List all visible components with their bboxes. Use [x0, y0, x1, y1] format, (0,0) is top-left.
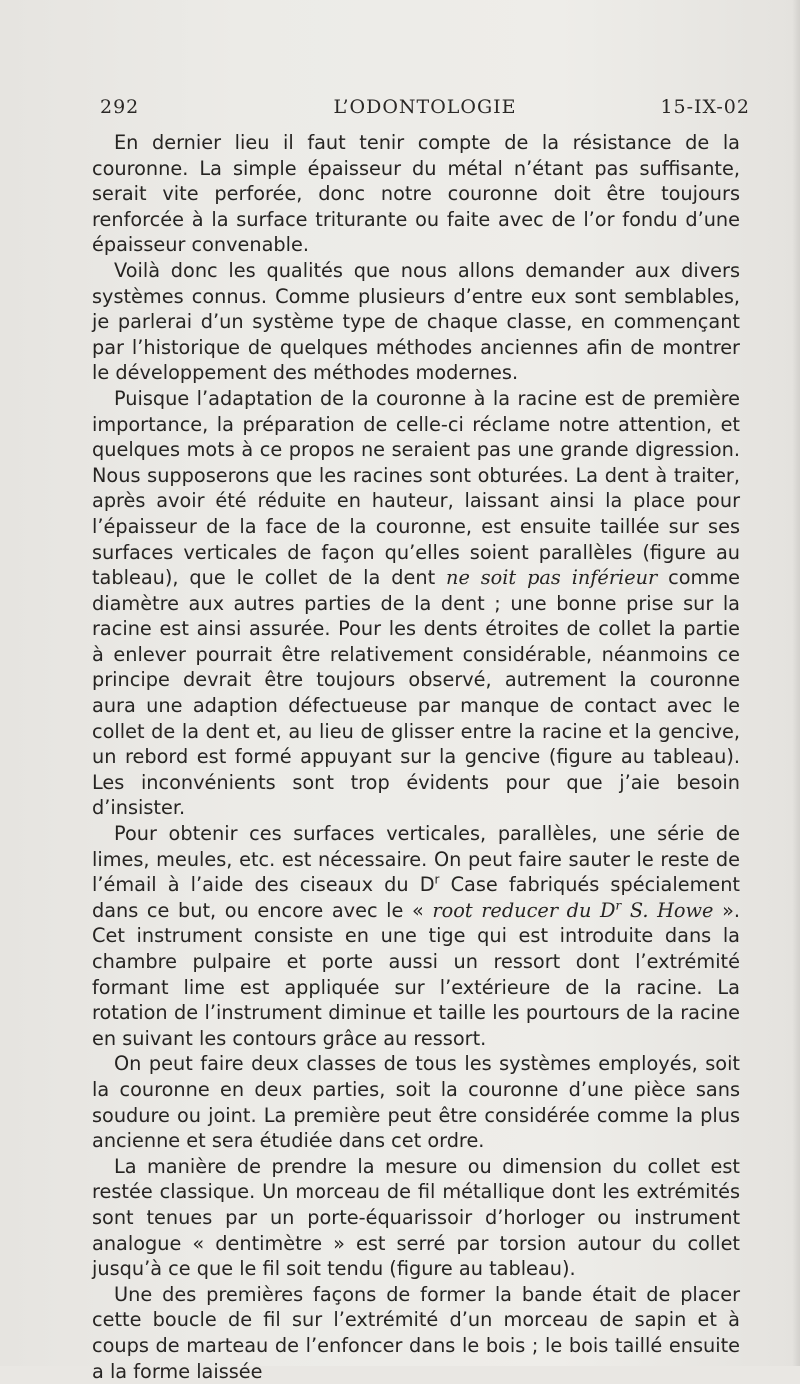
paragraph-text: Pour obtenir ces surfaces verticales, parallèles, une série de limes, meules, etc. est nécessaire. On peut faire sauter le reste de l’émail à l’aide des ciseaux du D [92, 822, 740, 897]
paragraph-measurement: La manière de prendre la mesure ou dimension du collet est restée classique. Un morceau de fil métallique dont les extrémités sont tenues par un porte-équarissoir d’horloger ou instrument analogue « dentimètre » est serré par torsion autour du collet jusqu’à ce que le fil soit tendu (figure au tableau). [92, 1154, 740, 1281]
paragraph-resistance: En dernier lieu il faut tenir compte de la résistance de la couronne. La simple épaisseur du métal n’étant pas suffisante, serait vite perforée, donc notre couronne doit être toujours renforcée à la surface triturante ou faite avec de l’or fondu d’une épaisseur convenable. [92, 131, 740, 257]
paragraph-text: Puisque l’adaptation de la couronne à la racine est de première importance, la préparation de celle-ci réclame notre attention, et quelques mots à ce propos ne seraient pas une grande digression. Nous supposerons que les racines sont obturées. La dent à traiter, après avoir été réduite en hauteur, laissant ainsi la place pour l’épaisseur de la face de la couronne, est ensuite taillée sur ses surfaces verticales de façon qu’elles soient parallèles (figure au tableau), que le collet de la dent [92, 386, 740, 590]
paragraph-band-forming: Une des premières façons de former la bande était de placer cette boucle de fil sur l’extrémité d’un morceau de sapin et à coups de marteau de l’enfoncer dans le bois ; le bois taillé ensuite a la forme laissée [92, 1282, 740, 1383]
paragraph-instruments [92, 821, 740, 1051]
paragraph-text: comme diamètre aux autres parties de la dent ; une bonne prise sur la racine est ainsi assurée. Pour les dents étroites de collet la partie à enlever pourrait être relativement considérable, néanmoins ce principe devrait être toujours observé, autrement la couronne aura une adaption défectueuse par manque de contact avec le collet de la dent et, au lieu de glisser entre la racine et la gencive, un rebord est formé appuyant sur la gencive (figure au tableau). Les inconvénients sont trop évidents pour que j’aie besoin d’insister. [92, 566, 740, 820]
page-number: 292 [100, 96, 140, 118]
paragraph-text: Case fabriqués spécialement dans ce but, ou encore avec le « [92, 873, 740, 922]
paragraph-qualities: Voilà donc les qualités que nous allons demander aux divers systèmes connus. Comme plusieurs d’entre eux sont semblables, je parlerai d’un système type de chaque classe, en commençant par l’historique de quelques méthodes anciennes afin de montrer le développement des méthodes modernes. [92, 258, 740, 385]
superscript: r [434, 872, 440, 887]
italic-instrument-author: S. Howe [621, 898, 714, 922]
issue-date: 15-IX-02 [660, 96, 750, 118]
paragraph-text: ». Cet instrument consiste en une tige qui est introduite dans la chambre pulpaire et porte aussi un ressort dont l’extrémité formant lime est appliquée sur l’extérieure de la racine. La rotation de l’instrument diminue et taille les pourtours de la racine en suivant les contours grâce au ressort. [92, 898, 740, 1050]
italic-emphasis: ne soit pas inférieur [446, 566, 658, 590]
superscript: r [615, 898, 622, 913]
paragraph-root-preparation [92, 386, 740, 821]
italic-instrument-name: root reducer du D [432, 898, 616, 922]
running-header [100, 96, 750, 124]
paragraph-classes: On peut faire deux classes de tous les systèmes employés, soit la couronne en deux parties, soit la couronne d’une pièce sans soudure ou joint. La première peut être considérée comme la plus ancienne et sera étudiée dans cet ordre. [92, 1052, 740, 1153]
running-title: L’ODONTOLOGIE [333, 96, 517, 118]
body-text [92, 130, 740, 1384]
